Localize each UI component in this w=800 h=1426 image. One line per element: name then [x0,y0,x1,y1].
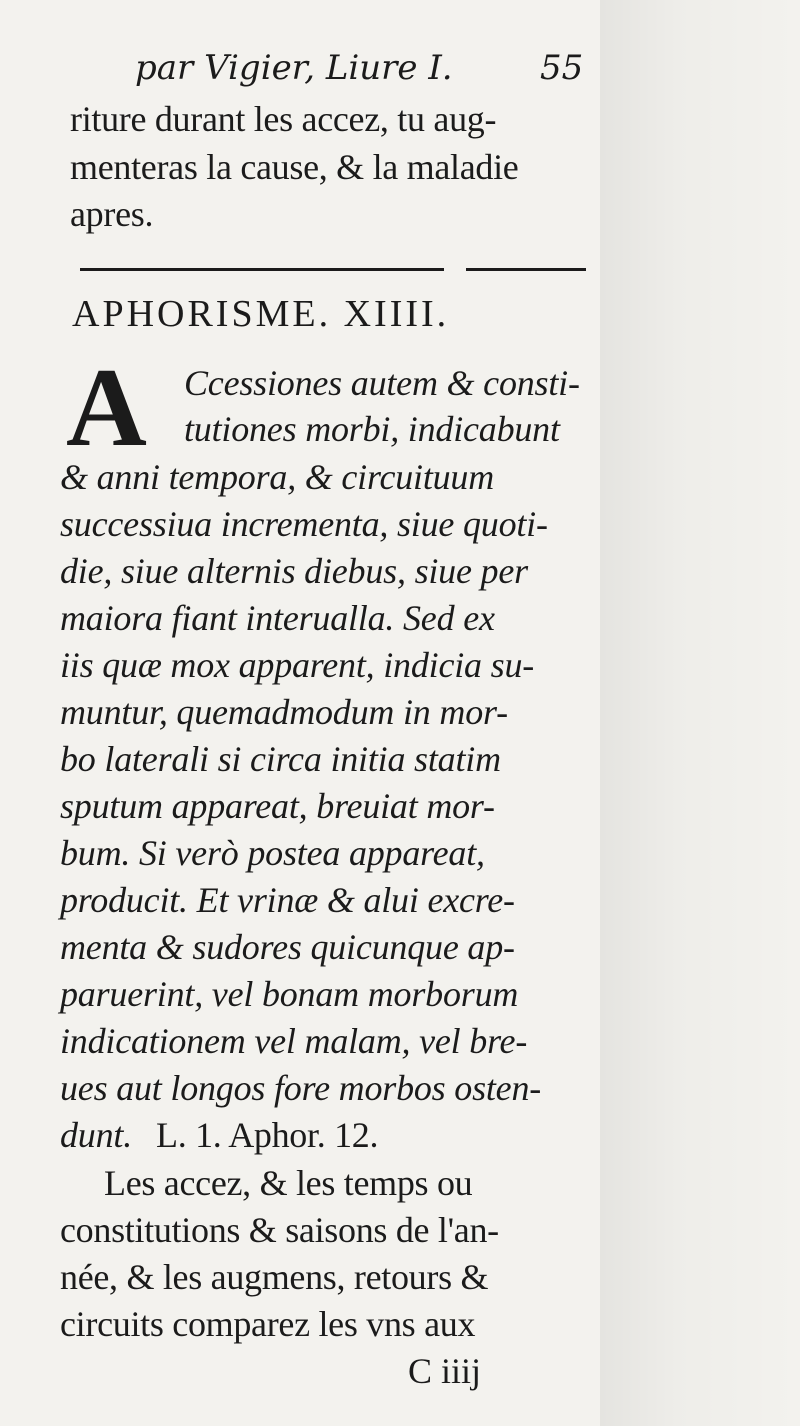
latin-line: producit. Et vrinæ & alui excre- [60,880,515,920]
latin-line: die, siue alternis diebus, siue per [60,551,528,591]
text-line: apres. [70,194,154,234]
latin-line: iis quæ mox apparent, indicia su- [60,645,535,685]
latin-line: Ccessiones autem & consti- [184,363,580,403]
latin-line: menta & sudores quicunque ap- [60,927,515,967]
drop-capital: A [66,346,147,470]
latin-line: dunt. [60,1115,133,1155]
french-line: née, & les augmens, retours & [60,1257,489,1297]
latin-line: paruerint, vel bonam morborum [60,974,519,1014]
aphorism-reference: L. 1. Aphor. 12. [156,1115,379,1155]
latin-line: muntur, quemadmodum in mor- [60,692,508,732]
latin-line: bum. Si verò postea appareat, [60,833,485,873]
latin-line: successiua incrementa, siue quoti- [60,504,548,544]
latin-line: & anni tempora, & circuituum [60,457,495,497]
section-rule [80,268,444,271]
page-number: 55 [540,48,584,88]
section-heading: APHORISME. XIIII. [72,293,450,335]
latin-line: bo laterali si circa initia statim [60,739,501,779]
latin-line: maiora fiant interualla. Sed ex [60,598,495,638]
text-line: riture durant les accez, tu aug- [70,99,497,139]
signature-mark: C iiij [408,1351,482,1391]
section-rule [466,268,586,271]
latin-line: ues aut longos fore morbos osten- [60,1068,542,1108]
latin-line: indicationem vel malam, vel bre- [60,1021,528,1061]
running-header: par Vigier, Liure I. [135,48,453,88]
latin-line: sputum appareat, breuiat mor- [60,786,495,826]
french-line: constitutions & saisons de l'an- [60,1210,499,1250]
text-line: menteras la cause, & la maladie [70,147,519,187]
latin-line: tutiones morbi, indicabunt [184,409,560,449]
french-line: Les accez, & les temps ou [104,1163,473,1203]
french-line: circuits comparez les vns aux [60,1304,476,1344]
